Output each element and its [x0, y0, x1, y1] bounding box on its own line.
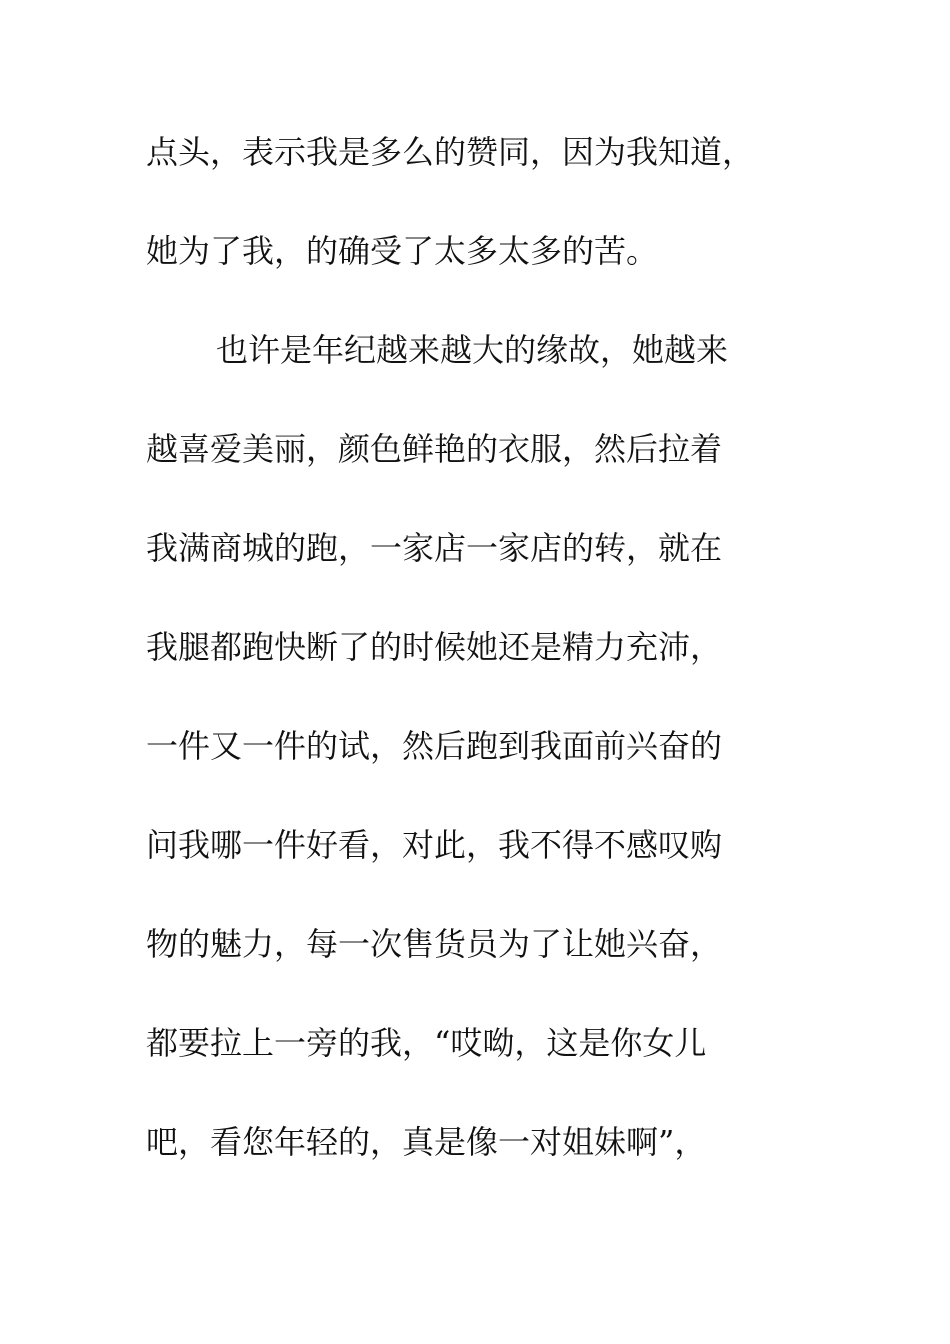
text-line: 我腿都跑快断了的时候她还是精力充沛， [146, 628, 723, 666]
body-text [146, 127, 806, 1216]
text-line: 问我哪一件好看，对此，我不得不感叹购 [146, 826, 723, 864]
text-line: 吧，看您年轻的，真是像一对姐妹啊”， [146, 1123, 707, 1161]
text-line: 越喜爱美丽，颜色鲜艳的衣服，然后拉着 [146, 430, 723, 468]
paragraph-start-line: 也许是年纪越来越大的缘故，她越来 [216, 331, 729, 369]
text-line: 物的魅力，每一次售货员为了让她兴奋， [146, 925, 723, 963]
text-line: 一件又一件的试，然后跑到我面前兴奋的 [146, 727, 723, 765]
text-line: 点头，表示我是多么的赞同，因为我知道， [146, 133, 755, 171]
text-line: 我满商城的跑，一家店一家店的转，就在 [146, 529, 723, 567]
text-line: 她为了我，的确受了太多太多的苦。 [146, 232, 659, 270]
text-line: 都要拉上一旁的我，“哎呦，这是你女儿 [146, 1024, 707, 1062]
